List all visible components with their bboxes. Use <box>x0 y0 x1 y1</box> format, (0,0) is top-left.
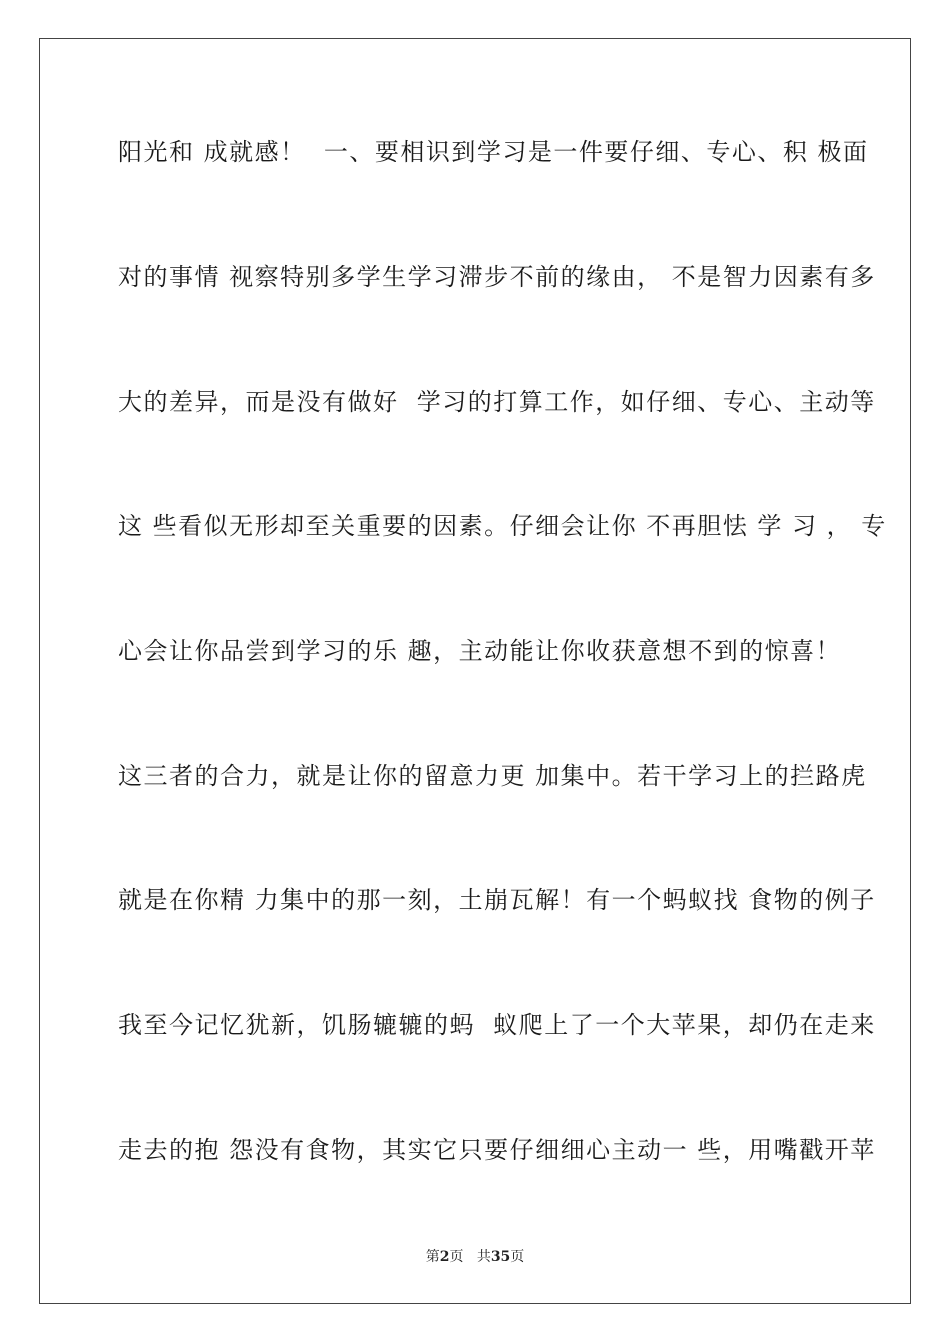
text-line: 这三者的合力，就是让你的留意力更 加集中。若干学习上的拦路虎 <box>118 762 867 790</box>
text-line: 心会让你品尝到学习的乐 趣，主动能让你收获意想不到的惊喜！ <box>118 637 842 665</box>
text-line: 走去的抱 怨没有食物，其实它只要仔细细心主动一 些，用嘴戳开苹 <box>118 1136 876 1164</box>
text-line: 就是在你精 力集中的那一刻，土崩瓦解！有一个蚂蚁找 食物的例子 <box>118 886 876 914</box>
total-pages: 35 <box>490 1249 511 1265</box>
text-line: 这 些看似无形却至关重要的因素。仔细会让你 不再胆怯 学 习 ， 专 <box>118 512 887 540</box>
page-number: 2 <box>439 1249 450 1265</box>
text-line: 我至今记忆犹新，饥肠辘辘的蚂 蚁爬上了一个大苹果，却仍在走来 <box>118 1011 876 1039</box>
page-footer <box>0 1248 950 1266</box>
page-prefix: 第 <box>425 1249 440 1265</box>
page-border <box>39 38 911 1304</box>
page-suffix: 页 <box>449 1249 464 1265</box>
text-line: 大的差异，而是没有做好 学习的打算工作，如仔细、专心、主动等 <box>118 388 876 416</box>
text-line: 阳光和 成就感！ 一、要相识到学习是一件要仔细、专心、积 极面 <box>118 138 869 166</box>
total-prefix: 共 <box>476 1249 491 1265</box>
total-suffix: 页 <box>510 1249 525 1265</box>
text-line: 对的事情 视察特别多学生学习滞步不前的缘由， 不是智力因素有多 <box>118 263 876 291</box>
